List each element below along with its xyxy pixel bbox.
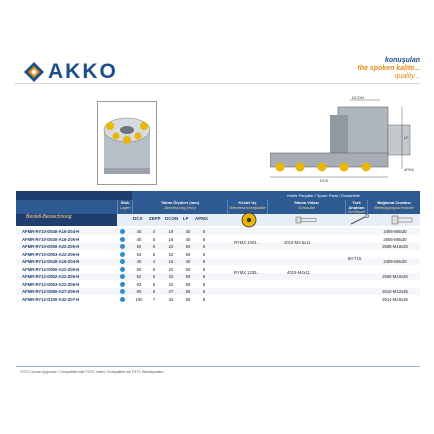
dim-dcon: DCON	[352, 95, 364, 100]
screw-group-1: 4015-M3.5x11	[284, 240, 311, 245]
table-header-columns	[16, 200, 420, 214]
sub-lf: LF	[183, 216, 189, 221]
product-photo	[97, 101, 157, 185]
table-header-top	[16, 191, 420, 200]
table-row: AFMR-RY12-D052-A22-Z05-H 52 5 22 50 6 2508-M10x30	[16, 273, 420, 280]
slogan-line-3: quality...	[394, 73, 420, 80]
spare-parts-label: Yedek Parçalar / Spare Parts / Ersatzteile	[132, 191, 420, 200]
insert-group-2: RYMX 1205..	[234, 270, 259, 275]
col-bolt: Bağlama Cıvatası Befestigungsschraube	[367, 200, 420, 214]
ordering-code-de: Bestell-Bezeichnung	[26, 214, 72, 220]
brand-slogan	[357, 57, 420, 81]
table-row: AFMR-RY10-D063-A22-Z06-H 63 6 22 50 5	[22, 251, 206, 257]
round-insert-icon	[241, 212, 257, 228]
dim-dck: DCK	[320, 178, 329, 183]
col-insert: Kesici Uç Wendeschneidplatte	[227, 200, 267, 214]
milling-cutter-photo	[98, 102, 156, 184]
in-stock-dot	[120, 289, 125, 294]
in-stock-dot	[120, 237, 125, 242]
table-row: AFMR-RY12-D063-A22-Z06-H 63 6 22 50 6	[22, 281, 206, 287]
compatibility-footnote: TGTC Ucuna Uygundur / Compatible with TGTC insert / Kompatibel mit TGTC Wendeplatten	[20, 370, 164, 374]
col-key: Tork Anahtarı Schlüssel	[345, 200, 367, 214]
table-row: AFMR-RY12-D040-A16-Z04-H 40 4 16 40 6 2406-M8x30	[16, 258, 420, 265]
table-row: AFMR-RY12-D080-A27-Z06-H 80 6 27 50 6 2510-M12x35	[16, 288, 420, 295]
in-stock-dot	[120, 244, 125, 249]
akko-diamond-icon	[24, 62, 44, 82]
clamping-screw-icon	[295, 214, 317, 226]
in-stock-dot	[120, 282, 125, 287]
table-row: AFMR-RY10-D040-A16-Z05-H 40 5 16 40 5 2506-M8x30	[22, 236, 407, 242]
screw-group-2: 4015-M4x11	[287, 270, 310, 275]
col-screw: Sıkma Vidası Schraube	[267, 200, 345, 214]
torque-key-icon	[349, 214, 369, 226]
technical-drawing	[270, 95, 420, 183]
table-subheader	[117, 214, 420, 226]
dim-apmx: APMX	[404, 168, 414, 172]
insert-group-1: RYMX 1004..	[234, 240, 259, 245]
table-row: AFMR-RY12-D100-A32-Z07-H 100 7 32 50 6 2514-M16x35	[22, 296, 408, 302]
in-stock-dot	[120, 229, 125, 234]
table-row: AFMR-RY12-D050-A22-Z05-H 50 5 22 50 6	[22, 266, 206, 272]
in-stock-dot	[120, 259, 125, 264]
akko-logo	[24, 60, 118, 84]
sub-dcon: DCON	[165, 216, 179, 221]
table-row: AFMR-RY10-D050-A22-Z05-H 50 5 22 50 5 2508-M10x30	[16, 243, 420, 250]
table-row: AFMR-RY10-D040-A16-Z04-H 40 4 16 40 5 2406-M8x30	[16, 228, 420, 235]
torque-key-code: 80-T15	[348, 256, 362, 261]
in-stock-dot	[120, 267, 125, 272]
in-stock-dot	[120, 297, 125, 302]
footer-divider	[16, 366, 420, 367]
brand-name: AKKO	[48, 60, 118, 83]
sub-zefp: ZEFP	[149, 216, 161, 221]
header-divider	[14, 83, 420, 84]
slogan-line-2: the spoken kalite...	[357, 65, 420, 72]
col-stock: Stok Lager	[117, 200, 132, 214]
sub-apmx: APMX	[195, 216, 209, 221]
in-stock-dot	[120, 252, 125, 257]
sub-dcx: DCX	[133, 216, 143, 221]
slogan-line-1: konuşulan	[384, 57, 420, 64]
dim-lf: LF	[404, 135, 409, 140]
in-stock-dot	[120, 274, 125, 279]
col-dimensions: Takım Ölçüleri (mm) Abmessung (mm)	[132, 200, 227, 214]
clamping-bolt-icon	[391, 214, 413, 226]
